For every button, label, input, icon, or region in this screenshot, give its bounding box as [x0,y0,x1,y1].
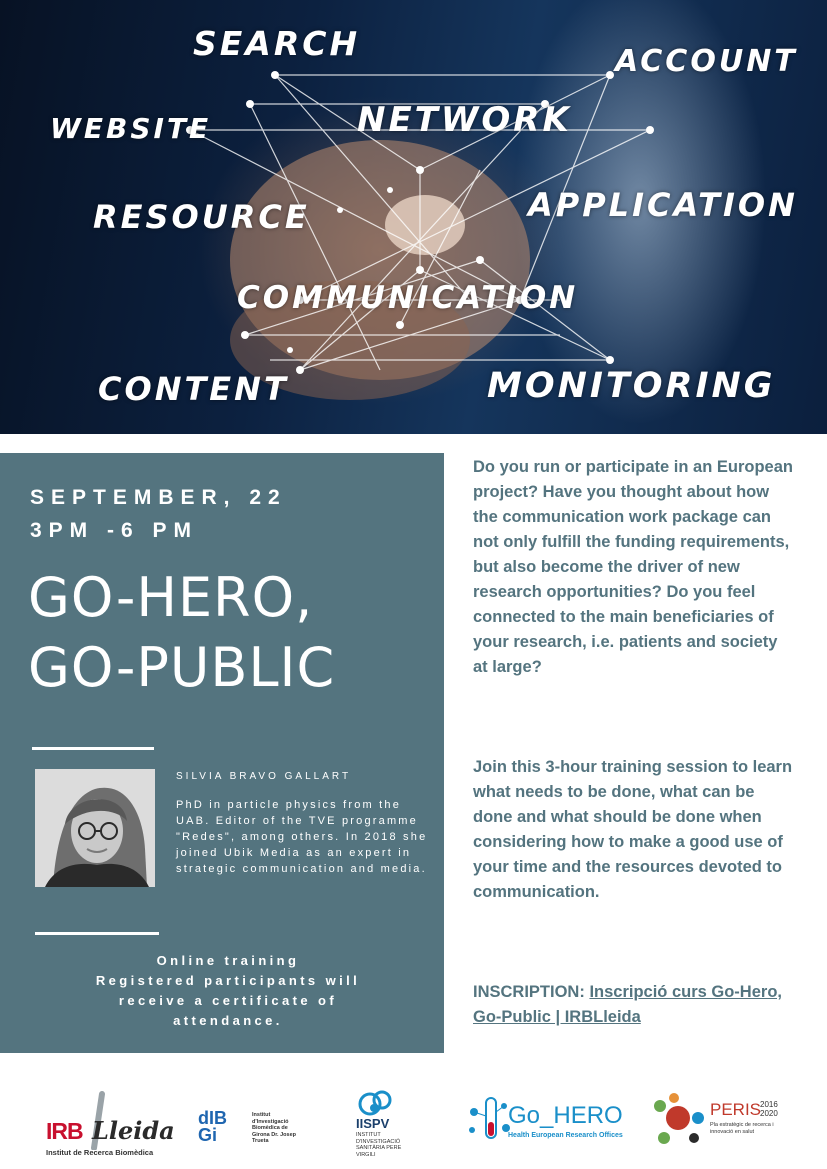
irb-subtitle: Institut de Recerca Biomèdica [46,1148,154,1157]
iispv-logo [356,1088,426,1160]
event-date: SEPTEMBER, 22 [30,486,287,509]
event-title-line1: GO-HERO, [28,566,314,629]
hero-image [0,0,827,434]
inscription [473,980,793,1030]
divider-top [32,747,154,750]
iispv-mark: IISPV [356,1116,390,1131]
training-certificate: Registered participants will receive a certificate of attendance. [95,973,361,1028]
idibgi-mark: dIB Gi [198,1108,227,1145]
peris-subtitle: Pla estratègic de recerca i innovació en salut [710,1122,774,1135]
description-paragraph-2: Join this 3-hour training session to learn what needs to be done, what can be done and what should be done when considering how to make a good use of your time and the resources devoted to communication. [473,758,793,901]
description-paragraph-1: Do you run or participate in an European project? Have you thought about how the communication work package can not only fulfill the funding requirements, but also become the driver of new research opportunities? Do you feel connected to the main beneficiaries of your research, i.e. patients and society at large? [473,458,793,676]
peris-logo [650,1092,785,1152]
hero-word-content: CONTENT [98,370,289,408]
training-info [70,951,386,1031]
divider-bottom [35,932,159,935]
hero-word-website: WEBSITE [50,112,212,145]
irblleida-logo [44,1090,175,1160]
hero-word-account: ACCOUNT [615,44,798,79]
peris-year-bottom: 2020 [760,1109,778,1118]
hero-word-resource: RESOURCE [93,198,310,236]
gohero-mark: Go_HERO [508,1102,623,1129]
hero-word-communication: COMMUNICATION [237,280,579,316]
speaker-name: SILVIA BRAVO GALLART [176,771,352,782]
inscription-link[interactable]: Inscripció curs Go-Hero, Go-Public | IRBLleida [473,983,782,1026]
event-info-panel [0,453,444,1053]
irb-main-text: IRB [46,1118,83,1144]
event-title-line2: GO-PUBLIC [28,636,336,699]
peris-mark: PERIS [710,1100,762,1119]
hero-word-network: NETWORK [357,100,572,140]
idibgi-subtitle: Institut d'Investigació Biomèdica de Girona Dr. Josep Trueta [252,1112,297,1144]
iispv-subtitle: INSTITUT D'INVESTIGACIÓ SANITÀRIA PERE VIRGILI [356,1132,402,1158]
gohero-logo [464,1092,624,1152]
peris-year-top: 2016 [760,1100,778,1109]
training-mode: Online training [156,953,300,968]
speaker-bio: PhD in particle physics from the UAB. Editor of the TVE programme "Redes", among others. In 2018 she joined Ubik Media as an expert in strategic communication and media. [176,799,428,875]
irb-script-text: Lleida [92,1116,175,1145]
inscription-label: INSCRIPTION: [473,983,585,1001]
idibgi-logo [198,1110,308,1155]
hero-word-application: APPLICATION [528,186,798,224]
speaker-photo [35,769,155,887]
gohero-subtitle: Health European Research Offices [508,1132,623,1139]
hero-word-monitoring: MONITORING [487,366,776,406]
hero-word-search: SEARCH [193,24,361,63]
event-time: 3PM -6 PM [30,519,199,542]
